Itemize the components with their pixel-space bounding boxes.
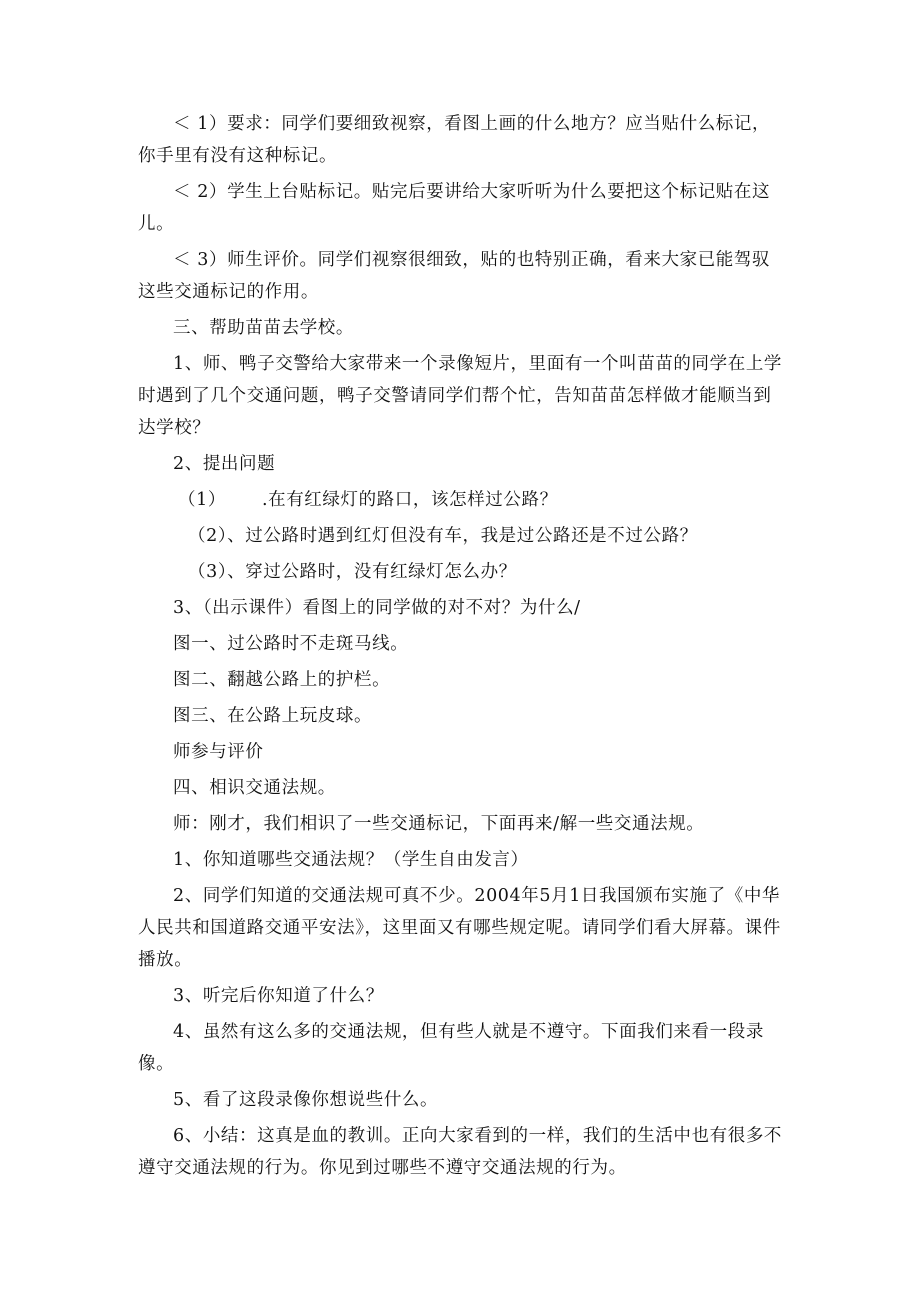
- paragraph-summary: 6、小结：这真是血的教训。正向大家看到的一样，我们的生活中也有很多不遵守交通法规的行为。你见到过哪些不遵守交通法规的行为。: [138, 1126, 783, 1178]
- paragraph-requirement: ＜ 1）要求：同学们要细致视察，看图上画的什么地方？应当贴什么标记，你手里有没有这种标记。: [138, 114, 771, 166]
- paragraph-item-5: 5、看了这段录像你想说些什么。: [173, 1090, 439, 1110]
- question-1-text: .在有红绿灯的路口，该怎样过公路？: [261, 490, 558, 510]
- paragraph-item-2: 2、同学们知道的交通法规可真不少。2004年5月1日我国颁布实施了《中华人民共和国道路交通平安法》，这里面又有哪些规定呢。请同学们看大屏幕。课件播放。: [138, 886, 781, 970]
- figure-3-caption: 图三、在公路上玩皮球。: [173, 706, 373, 726]
- paragraph-teacher-intro: 师：刚才，我们相识了一些交通标记，下面再来/解一些交通法规。: [173, 814, 705, 834]
- paragraph-item-4: 4、虽然有这么多的交通法规，但有些人就是不遵守。下面我们来看一段录像。: [138, 1022, 764, 1074]
- question-2: （2）、过公路时遇到红灯但没有车，我是过公路还是不过公路？: [188, 526, 698, 546]
- question-1-number: （1）: [178, 490, 226, 510]
- question-3: （3）、穿过公路时，没有红绿灯怎么办？: [188, 562, 517, 582]
- paragraph-questions-heading: 2、提出问题: [173, 454, 276, 474]
- figure-1-caption: 图一、过公路时不走斑马线。: [173, 634, 409, 654]
- question-1: [138, 484, 788, 516]
- paragraph-video-intro: 1、师、鸭子交警给大家带来一个录像短片，里面有一个叫苗苗的同学在上学时遇到了几个交通问题，鸭子交警请同学们帮个忙，告知苗苗怎样做才能顺当到达学校？: [138, 354, 783, 438]
- paragraph-item-3: 3、听完后你知道了什么？: [173, 986, 384, 1006]
- section-heading-four: 四、相识交通法规。: [173, 778, 336, 798]
- paragraph-show-courseware: 3、（出示课件）看图上的同学做的对不对？为什么/: [173, 598, 581, 618]
- document-body: [138, 108, 788, 1184]
- paragraph-teacher-evaluation: 师参与评价: [173, 742, 264, 762]
- paragraph-evaluation: ＜ 3）师生评价。同学们视察很细致，贴的也特别正确，看来大家已能驾驭这些交通标记的作用。: [138, 250, 771, 302]
- section-heading-three: 三、帮助苗苗去学校。: [173, 318, 354, 338]
- paragraph-item-1: 1、你知道哪些交通法规？（学生自由发言）: [173, 850, 529, 870]
- figure-2-caption: 图二、翻越公路上的护栏。: [173, 670, 391, 690]
- paragraph-students-post-marks: ＜ 2）学生上台贴标记。贴完后要讲给大家听听为什么要把这个标记贴在这儿。: [138, 182, 771, 234]
